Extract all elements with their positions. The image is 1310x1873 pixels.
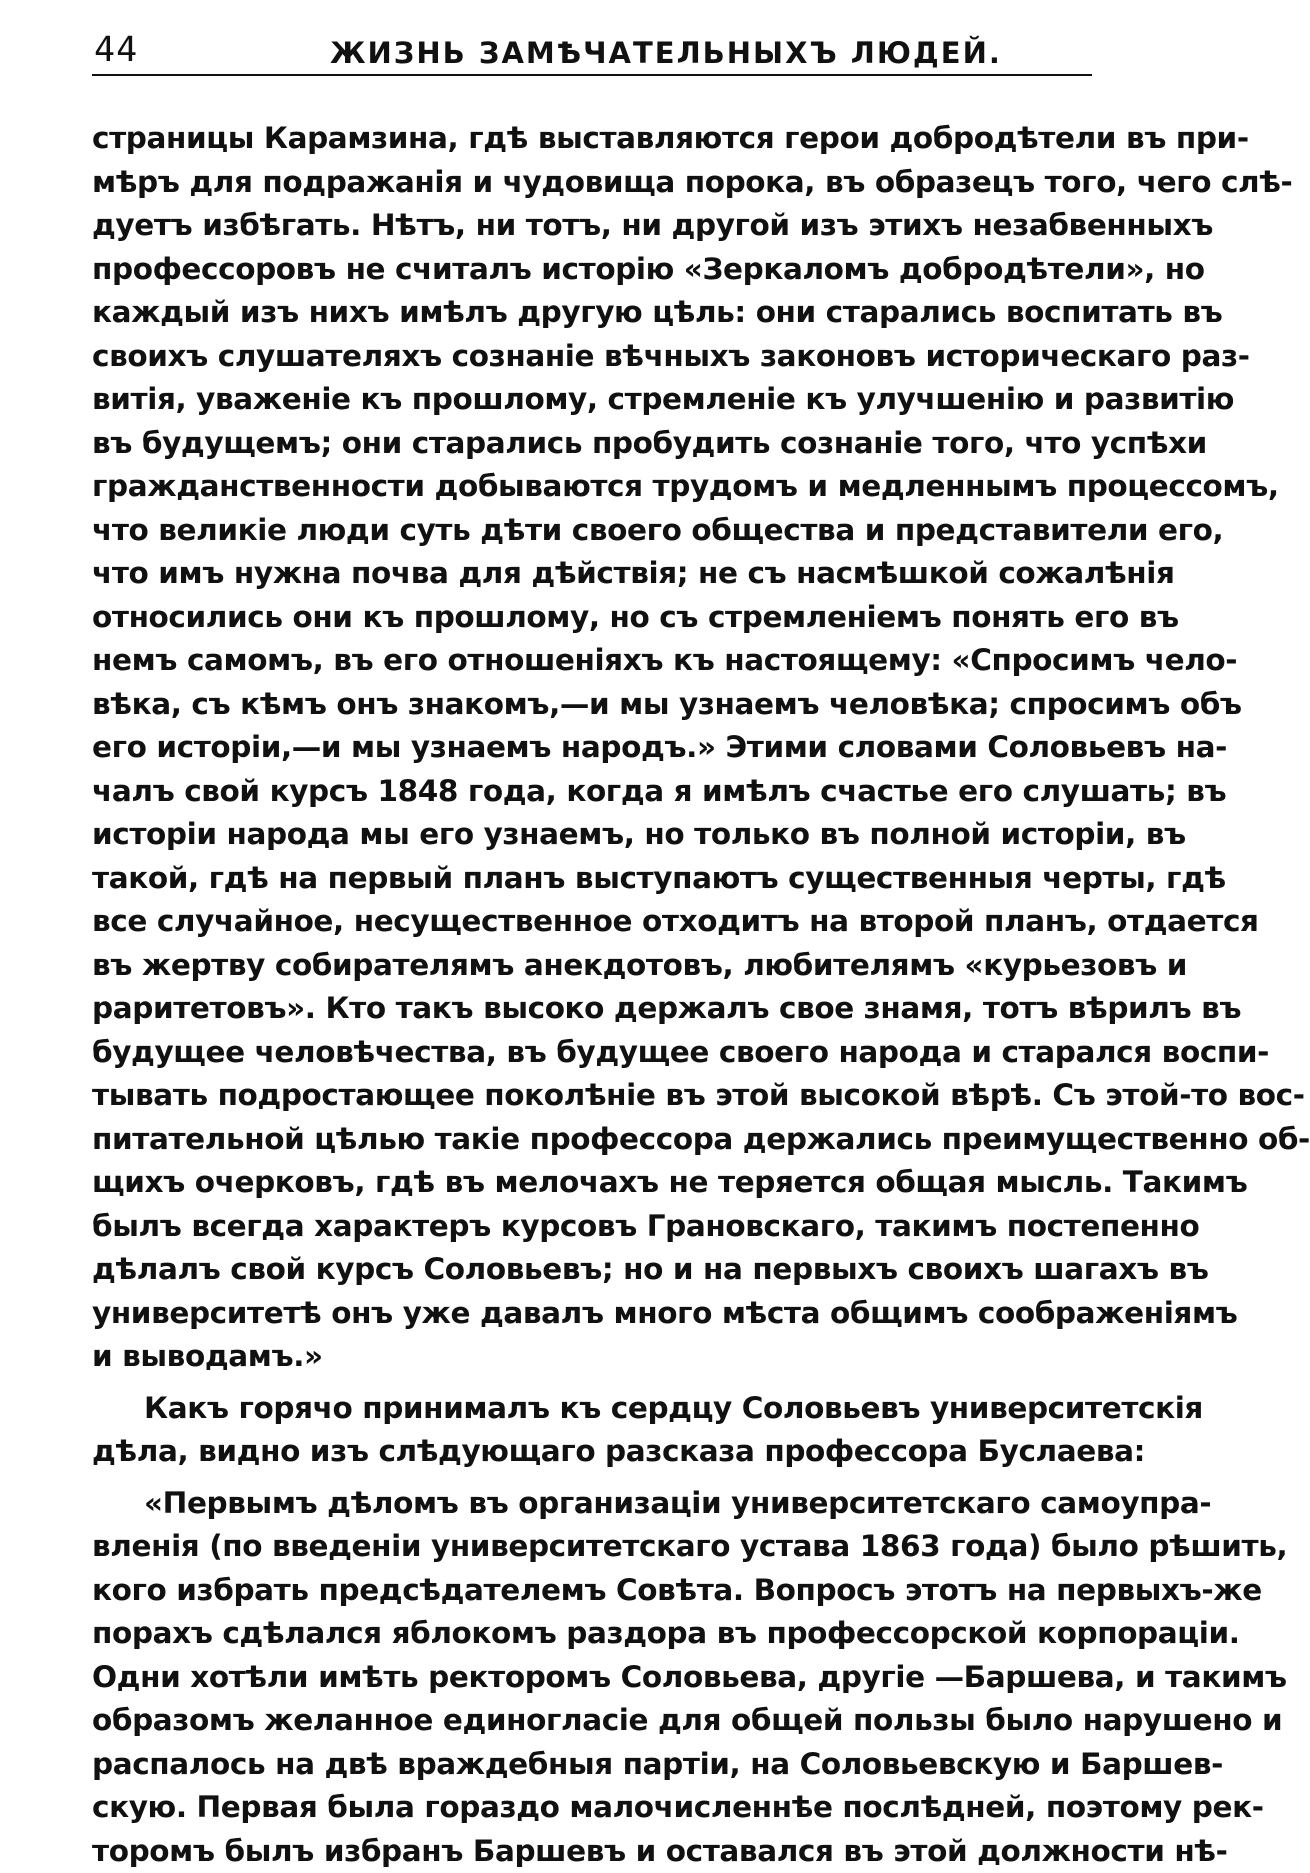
text-line: дѣла, видно изъ слѣдующаго разсказа профессора Буслаева: xyxy=(92,1430,1092,1474)
paragraph xyxy=(92,1482,1092,1873)
text-line: Одни хотѣли имѣть ректоромъ Соловьева, другіе —Баршева, и такимъ xyxy=(92,1656,1092,1700)
text-line: торомъ былъ избранъ Баршевъ и оставался въ этой должности нѣ- xyxy=(92,1830,1092,1873)
text-line: университетѣ онъ уже давалъ много мѣста общимъ соображеніямъ xyxy=(92,1292,1092,1336)
text-line: былъ всегда характеръ курсовъ Грановскаго, такимъ постепенно xyxy=(92,1205,1092,1249)
running-title: ЖИЗНЬ ЗАМѢЧАТЕЛЬНЫХЪ ЛЮДЕЙ. xyxy=(330,36,1002,70)
text-line: вѣка, съ кѣмъ онъ знакомъ,—и мы узнаемъ человѣка; спросимъ объ xyxy=(92,683,1092,727)
text-line: «Первымъ дѣломъ въ организаціи университетскаго самоупра- xyxy=(92,1482,1092,1526)
text-line: вленія (по введеніи университетскаго устава 1863 года) было рѣшить, xyxy=(92,1525,1092,1569)
text-line: скую. Первая была гораздо малочисленнѣе послѣдней, поэтому рек- xyxy=(92,1786,1092,1830)
paragraph xyxy=(92,117,1092,1379)
text-line: что имъ нужна почва для дѣйствія; не съ насмѣшкой сожалѣнія xyxy=(92,552,1092,596)
text-line: будущее человѣчества, въ будущее своего народа и старался воспи- xyxy=(92,1031,1092,1075)
text-line: дѣлалъ свой курсъ Соловьевъ; но и на первыхъ своихъ шагахъ въ xyxy=(92,1248,1092,1292)
text-line: исторіи народа мы его узнаемъ, но только въ полной исторіи, въ xyxy=(92,813,1092,857)
text-line: такой, гдѣ на первый планъ выступаютъ существенныя черты, гдѣ xyxy=(92,857,1092,901)
text-line: страницы Карамзина, гдѣ выставляются герои добродѣтели въ при- xyxy=(92,117,1092,161)
text-line: въ будущемъ; они старались пробудить сознаніе того, что успѣхи xyxy=(92,422,1092,466)
text-line: мѣръ для подражанія и чудовища порока, въ образецъ того, чего слѣ- xyxy=(92,161,1092,205)
text-line: что великіе люди суть дѣти своего общества и представители его, xyxy=(92,509,1092,553)
text-line: все случайное, несущественное отходитъ на второй планъ, отдается xyxy=(92,900,1092,944)
text-line: своихъ слушателяхъ сознаніе вѣчныхъ законовъ историческаго раз- xyxy=(92,335,1092,379)
text-line: въ жертву собирателямъ анекдотовъ, любителямъ «курьезовъ и xyxy=(92,944,1092,988)
page-number: 44 xyxy=(94,30,138,70)
page-header xyxy=(92,22,1092,78)
paragraph-gap xyxy=(92,1379,1092,1387)
paragraph-gap xyxy=(92,1474,1092,1482)
text-line: дуетъ избѣгать. Нѣтъ, ни тотъ, ни другой изъ этихъ незабвенныхъ xyxy=(92,204,1092,248)
text-line: профессоровъ не считалъ исторію «Зеркаломъ добродѣтели», но xyxy=(92,248,1092,292)
text-line: и выводамъ.» xyxy=(92,1335,1092,1379)
text-line: витія, уваженіе къ прошлому, стремленіе къ улучшенію и развитію xyxy=(92,378,1092,422)
text-line: питательной цѣлью такіе профессора держались преимущественно об- xyxy=(92,1118,1092,1162)
body-text xyxy=(92,117,1092,1873)
text-line: чалъ свой курсъ 1848 года, когда я имѣлъ счастье его слушать; въ xyxy=(92,770,1092,814)
text-line: каждый изъ нихъ имѣлъ другую цѣль: они старались воспитать въ xyxy=(92,291,1092,335)
header-rule xyxy=(92,74,1092,76)
text-line: его исторіи,—и мы узнаемъ народъ.» Этими словами Соловьевъ на- xyxy=(92,726,1092,770)
text-line: порахъ сдѣлался яблокомъ раздора въ профессорской корпораціи. xyxy=(92,1612,1092,1656)
text-line: гражданственности добываются трудомъ и медленнымъ процессомъ, xyxy=(92,465,1092,509)
text-line: раритетовъ». Кто такъ высоко держалъ свое знамя, тотъ вѣрилъ въ xyxy=(92,987,1092,1031)
text-line: образомъ желанное единогласіе для общей пользы было нарушено и xyxy=(92,1699,1092,1743)
text-line: относились они къ прошлому, но съ стремленіемъ понять его въ xyxy=(92,596,1092,640)
text-line: тывать подростающее поколѣніе въ этой высокой вѣрѣ. Съ этой-то вос- xyxy=(92,1074,1092,1118)
text-line: Какъ горячо принималъ къ сердцу Соловьевъ университетскія xyxy=(92,1387,1092,1431)
text-line: щихъ очерковъ, гдѣ въ мелочахъ не теряется общая мысль. Такимъ xyxy=(92,1161,1092,1205)
text-line: распалось на двѣ враждебныя партіи, на Соловьевскую и Баршев- xyxy=(92,1743,1092,1787)
text-line: немъ самомъ, въ его отношеніяхъ къ настоящему: «Спросимъ чело- xyxy=(92,639,1092,683)
paragraph xyxy=(92,1387,1092,1474)
text-line: кого избрать предсѣдателемъ Совѣта. Вопросъ этотъ на первыхъ-же xyxy=(92,1569,1092,1613)
